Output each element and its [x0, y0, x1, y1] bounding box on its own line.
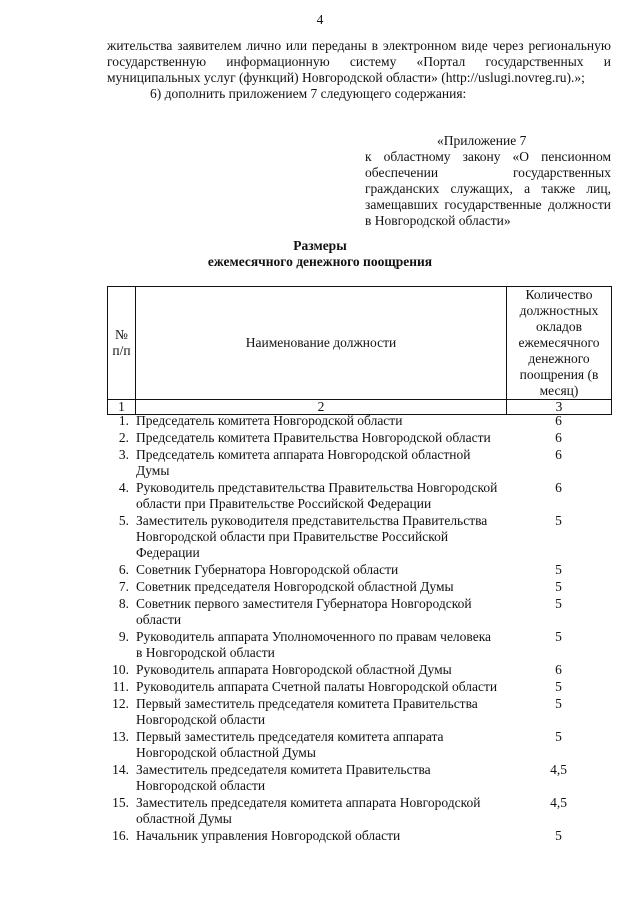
table-row	[107, 762, 611, 795]
row-number: 15.	[112, 795, 129, 810]
salary-count: 5	[555, 579, 562, 594]
table-row	[107, 729, 611, 762]
position-name: Председатель комитета Новгородской области	[136, 413, 403, 428]
table-row	[107, 696, 611, 729]
salary-count: 5	[555, 828, 562, 843]
position-name: Руководитель представительства Правительства Новгородской области при Правительстве Российской Федерации	[136, 480, 498, 511]
row-number: 2.	[118, 430, 129, 445]
table-row	[107, 795, 611, 828]
row-number: 7.	[118, 579, 129, 594]
table-row	[107, 662, 611, 679]
column-number-3: 3	[507, 400, 612, 415]
table-row	[107, 513, 611, 562]
column-header-count: Количество должностных окладов ежемесячного денежного поощрения (в месяц)	[507, 287, 612, 400]
intro-item: 6) дополнить приложением 7 следующего содержания:	[150, 86, 467, 101]
salary-count: 4,5	[550, 795, 567, 810]
table-row	[107, 828, 611, 845]
appendix-note	[365, 133, 611, 229]
position-name: Первый заместитель председателя комитета аппарата Новгородской областной Думы	[136, 729, 444, 760]
table-row	[107, 579, 611, 596]
position-name: Первый заместитель председателя комитета Правительства Новгородской области	[136, 696, 478, 727]
table-row	[107, 413, 611, 430]
page-number: 4	[316, 12, 324, 27]
salary-count: 5	[555, 596, 562, 611]
row-number: 4.	[118, 480, 129, 495]
position-name: Советник первого заместителя Губернатора Новгородской области	[136, 596, 472, 627]
position-name: Руководитель аппарата Уполномоченного по правам человека в Новгородской области	[136, 629, 492, 660]
table-row	[107, 679, 611, 696]
salary-count: 5	[555, 629, 562, 644]
table-row	[107, 480, 611, 513]
column-number-2: 2	[136, 400, 507, 415]
salary-count: 5	[555, 696, 562, 711]
intro-paragraph: жительства заявителем лично или переданы в электронном виде через региональную государственную информационную систему «Портал государственных и муниципальных услуг (функций) Новгородской области» (http://uslugi.novreg.ru).»;	[107, 38, 611, 85]
salary-count: 6	[555, 662, 562, 677]
intro-text	[107, 38, 611, 102]
position-name: Начальник управления Новгородской области	[136, 828, 401, 843]
salary-count: 6	[555, 447, 562, 462]
salary-count: 5	[555, 562, 562, 577]
position-name: Советник Губернатора Новгородской области	[136, 562, 399, 577]
table-row	[107, 596, 611, 629]
position-name: Председатель комитета аппарата Новгородской областной Думы	[136, 447, 471, 478]
position-name: Председатель комитета Правительства Новгородской области	[136, 430, 491, 445]
row-number: 5.	[118, 513, 129, 528]
column-header-num: № п/п	[108, 287, 136, 400]
appendix-heading: «Приложение 7	[437, 133, 527, 148]
position-name: Советник председателя Новгородской областной Думы	[136, 579, 454, 594]
column-header-name: Наименование должности	[136, 287, 507, 400]
appendix-text: к областному закону «О пенсионном обеспечении государственных гражданских служащих, а также лиц, замещавших государственные должности в Новгородской области»	[365, 149, 611, 228]
table-header	[107, 286, 612, 415]
row-number: 8.	[118, 596, 129, 611]
position-name: Руководитель аппарата Счетной палаты Новгородской области	[136, 679, 498, 694]
row-number: 13.	[112, 729, 129, 744]
row-number: 3.	[118, 447, 129, 462]
table-row	[107, 447, 611, 480]
column-number-1: 1	[108, 400, 136, 415]
table-row	[107, 562, 611, 579]
table-subtitle: ежемесячного денежного поощрения	[207, 254, 433, 269]
row-number: 10.	[112, 662, 129, 677]
salary-count: 5	[555, 513, 562, 528]
row-number: 12.	[112, 696, 129, 711]
row-number: 11.	[112, 679, 129, 694]
row-number: 9.	[118, 629, 129, 644]
row-number: 14.	[112, 762, 129, 777]
table-title: Размеры	[293, 238, 347, 253]
table-row	[107, 430, 611, 447]
position-name: Заместитель председателя комитета Правительства Новгородской области	[136, 762, 431, 793]
salary-count: 5	[555, 729, 562, 744]
position-name: Руководитель аппарата Новгородской областной Думы	[136, 662, 452, 677]
salary-count: 4,5	[550, 762, 567, 777]
positions-table	[107, 413, 611, 845]
position-name: Заместитель руководителя представительства Правительства Новгородской области при Правительстве Российской Федерации	[136, 513, 488, 560]
salary-count: 6	[555, 413, 562, 428]
row-number: 1.	[118, 413, 129, 428]
row-number: 16.	[112, 828, 129, 843]
salary-count: 6	[555, 480, 562, 495]
table-row	[107, 629, 611, 662]
salary-count: 5	[555, 679, 562, 694]
salary-count: 6	[555, 430, 562, 445]
position-name: Заместитель председателя комитета аппарата Новгородской областной Думы	[136, 795, 481, 826]
row-number: 6.	[118, 562, 129, 577]
